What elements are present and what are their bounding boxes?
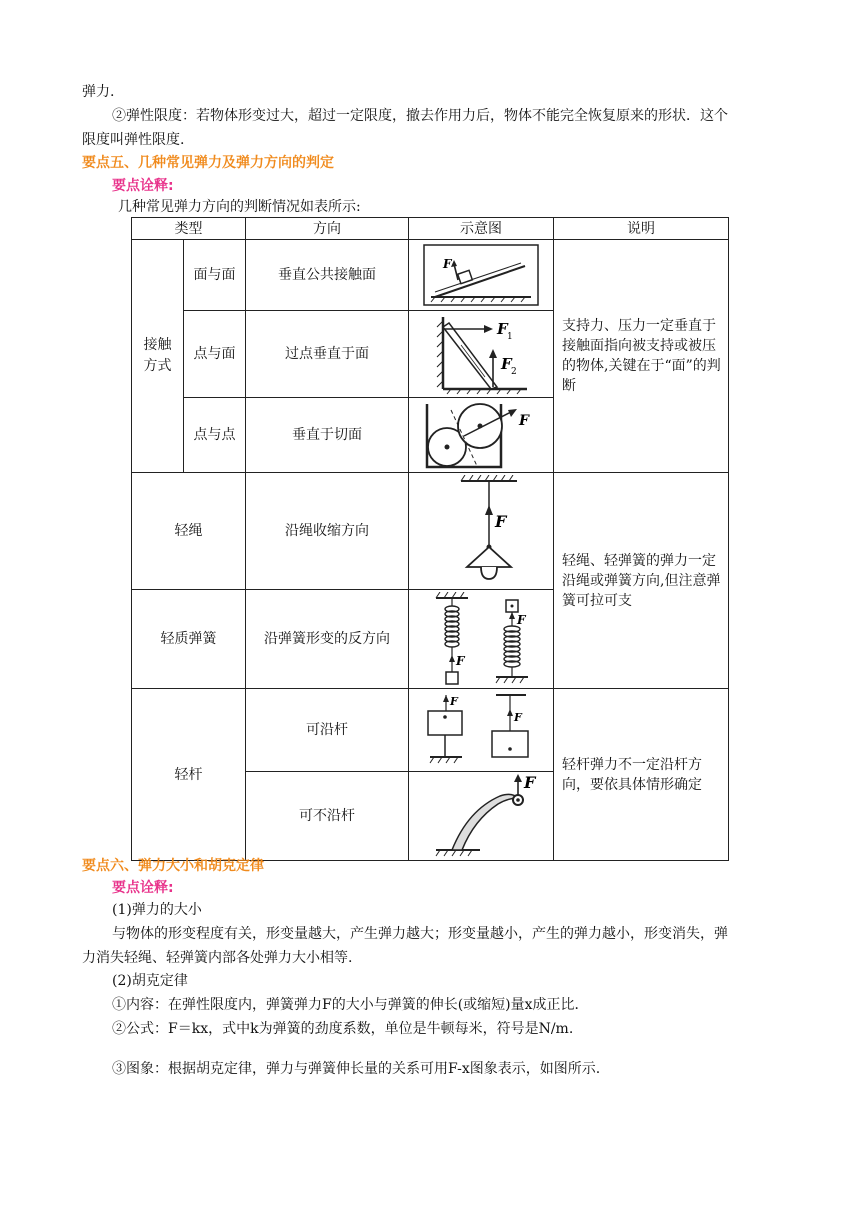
direction-point-face: 过点垂直于面 xyxy=(246,311,409,398)
type-rope: 轻绳 xyxy=(132,473,246,590)
hookes-law-content: ①内容：在弹性限度内，弹簧弹力F的大小与弹簧的伸长(或缩短)量x成正比． xyxy=(112,997,589,1013)
table-row xyxy=(132,240,729,311)
svg-text:1: 1 xyxy=(507,332,513,342)
diagram-rope xyxy=(409,473,554,590)
elastic-limit-text: ②弹性限度：若物体形变过大，超过一定限度，撤去作用力后，物体不能完全恢复原来的形状．这个 xyxy=(112,108,728,124)
elastic-force-size-text: 与物体的形变程度有关，形变量越大，产生弹力越大；形变量越小，产生的弹力越小，形变消失，弹 xyxy=(112,926,728,942)
direction-spring: 沿弹簧形变的反方向 xyxy=(246,590,409,689)
hookes-law-title: (2)胡克定律 xyxy=(112,973,188,989)
table-row xyxy=(132,689,729,772)
type-rod: 轻杆 xyxy=(132,689,246,861)
direction-point-point: 垂直于切面 xyxy=(246,398,409,473)
elastic-force-size-title: (1)弹力的大小 xyxy=(112,902,202,918)
elastic-force-table xyxy=(131,217,729,861)
section-6-heading: 要点六、弹力大小和胡克定律 xyxy=(82,858,264,874)
note-rod: 轻杆弹力不一定沿杆方向，要依具体情形确定 xyxy=(554,689,729,861)
type-point-face: 点与面 xyxy=(184,311,246,398)
table-header-row xyxy=(132,218,729,240)
svg-text:F: F xyxy=(514,711,522,724)
direction-face-face: 垂直公共接触面 xyxy=(246,240,409,311)
direction-rope: 沿绳收缩方向 xyxy=(246,473,409,590)
table-row xyxy=(132,473,729,590)
diagram-point-face xyxy=(409,311,554,398)
section-5-description: 几种常见弹力方向的判断情况如表所示: xyxy=(118,199,361,215)
type-face-face: 面与面 xyxy=(184,240,246,311)
intro-line-1: 弹力. xyxy=(82,84,115,100)
section-5-heading: 要点五、几种常见弹力及弹力方向的判定 xyxy=(82,155,334,171)
diagram-face-face xyxy=(409,240,554,311)
contact-mode-label: 接触方式 xyxy=(132,240,184,473)
section-5-subheading: 要点诠释: xyxy=(112,178,174,194)
svg-text:F: F xyxy=(456,654,465,668)
svg-text:F: F xyxy=(501,355,512,373)
diagram-spring xyxy=(409,590,554,689)
diagram-rod-not-along xyxy=(409,772,554,861)
header-type: 类型 xyxy=(132,218,246,240)
header-diagram: 示意图 xyxy=(409,218,554,240)
section-6-subheading: 要点诠释: xyxy=(112,880,174,896)
type-point-point: 点与点 xyxy=(184,398,246,473)
svg-text:F: F xyxy=(524,774,536,792)
svg-text:F: F xyxy=(497,320,508,338)
diagram-point-point xyxy=(409,398,554,473)
direction-rod-along: 可沿杆 xyxy=(246,689,409,772)
hookes-law-graph: ③图象：根据胡克定律，弹力与弹簧伸长量的关系可用F-x图象表示，如图所示. xyxy=(112,1061,601,1077)
note-contact: 支持力、压力一定垂直于接触面指向被支持或被压的物体,关键在于“面”的判断 xyxy=(554,240,729,473)
header-note: 说明 xyxy=(554,218,729,240)
header-direction: 方向 xyxy=(246,218,409,240)
note-rope-spring: 轻绳、轻弹簧的弹力一定沿绳或弹簧方向,但注意弹簧可拉可支 xyxy=(554,473,729,689)
svg-text:F: F xyxy=(495,512,507,531)
svg-text:F: F xyxy=(517,613,526,627)
svg-text:F: F xyxy=(443,257,452,271)
svg-text:F: F xyxy=(519,413,529,429)
elastic-limit-text-cont: 限度叫弹性限度. xyxy=(82,132,185,148)
svg-text:2: 2 xyxy=(511,367,517,377)
direction-rod-not-along: 可不沿杆 xyxy=(246,772,409,861)
diagram-rod-along xyxy=(409,689,554,772)
type-spring: 轻质弹簧 xyxy=(132,590,246,689)
elastic-force-size-text-cont: 力消失轻绳、轻弹簧内部各处弹力大小相等. xyxy=(82,950,353,966)
svg-text:F: F xyxy=(450,695,458,708)
hookes-law-formula: ②公式：F＝kx，式中k为弹簧的劲度系数，单位是牛顿每米，符号是N/m. xyxy=(112,1021,574,1037)
